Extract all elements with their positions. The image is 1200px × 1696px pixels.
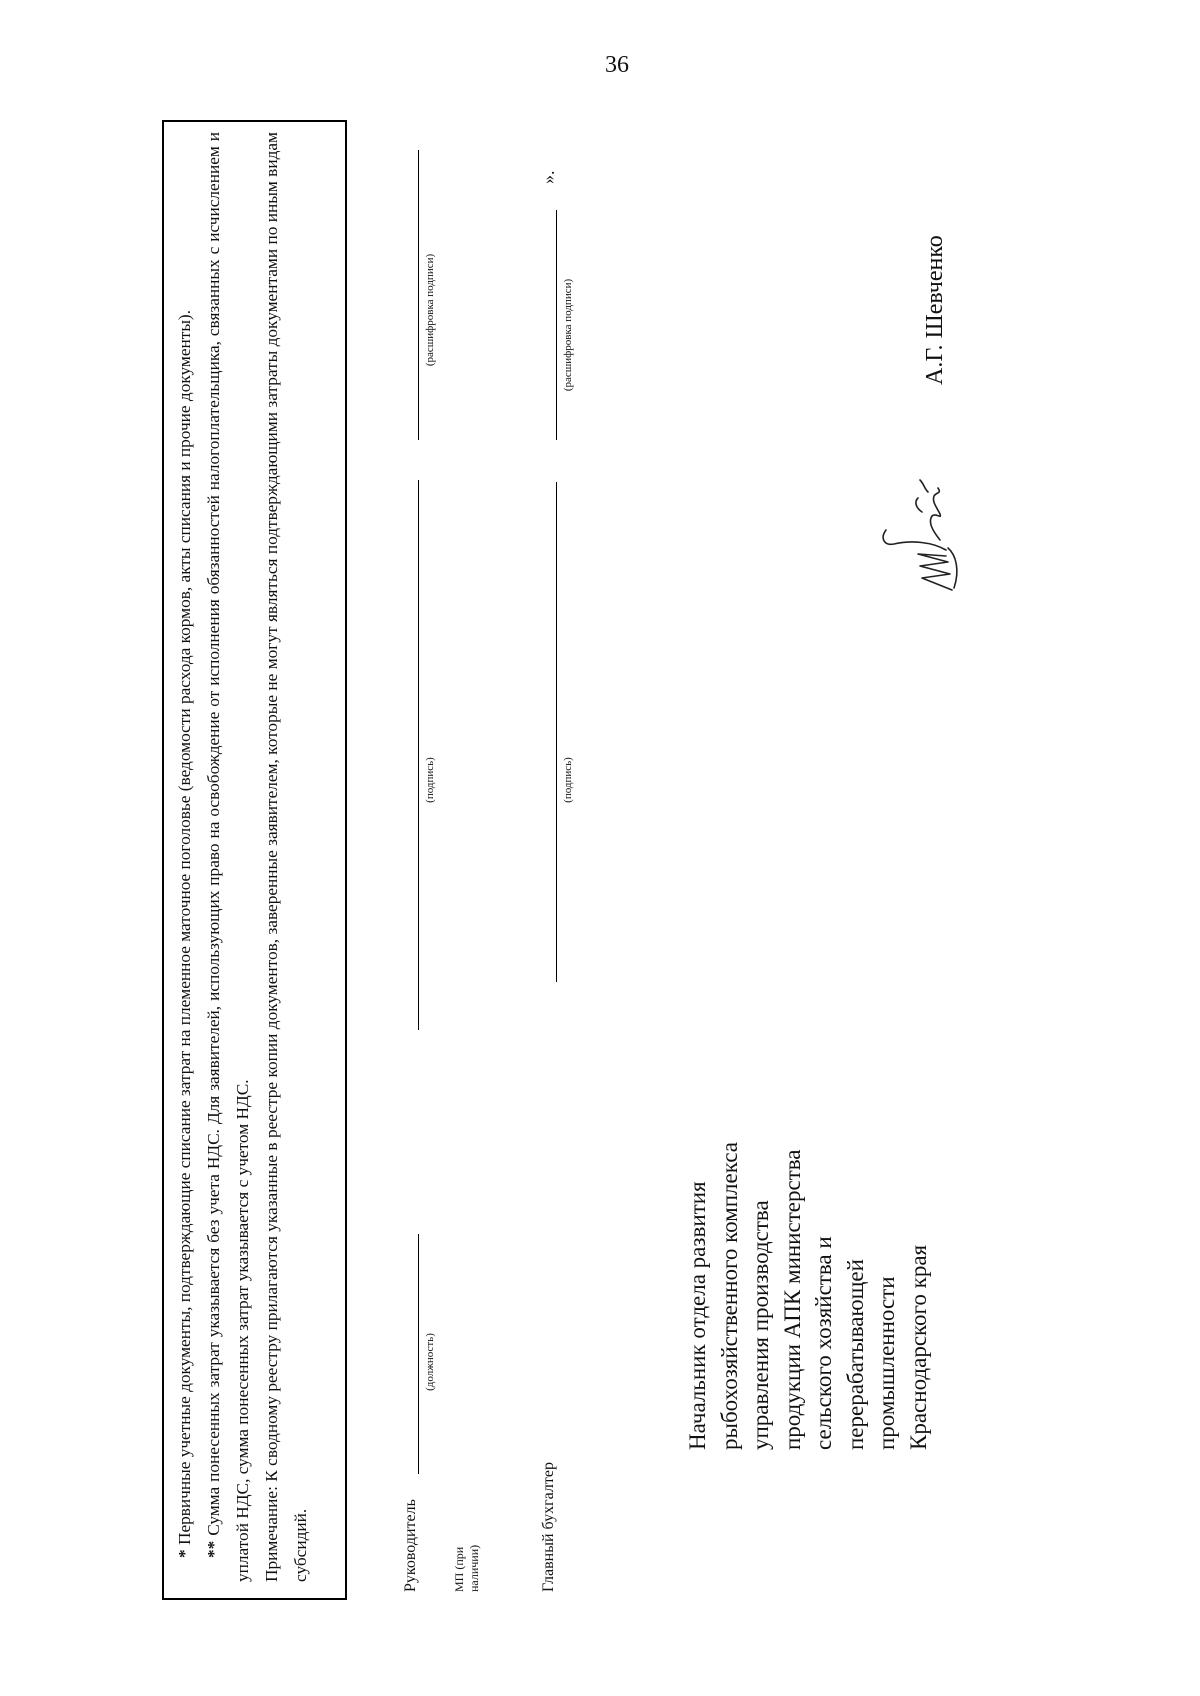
position-caption: (должность) [424, 1333, 436, 1391]
head-label: Руководитель [402, 1499, 419, 1592]
official-title-line: промышленности [874, 1276, 899, 1450]
accountant-decoding-line [556, 210, 557, 440]
footnote-1-marker: * [175, 1549, 194, 1558]
handwritten-signature-icon [862, 470, 972, 600]
accountant-decoding-caption: (расшифровка подписи) [562, 278, 574, 392]
remark-note: Примечание: К сводному реестру прилагаются указанные в реестре копии документов, заверенные заявителем, которые не могут являться подтверждающими затраты документами по иным видам субсидий. [262, 132, 310, 1582]
head-decoding-caption: (расшифровка подписи) [424, 253, 436, 367]
closing-quote: ». [538, 170, 558, 184]
official-title-line: перерабатывающей [842, 1259, 868, 1450]
official-title-line: рыбохозяйственного комплекса [716, 1141, 742, 1450]
accountant-label: Главный бухгалтер [540, 1462, 557, 1592]
stamp-label: МП (при наличии) [452, 1544, 481, 1592]
head-decoding-line [418, 150, 419, 440]
head-signature-caption: (подпись) [424, 757, 436, 803]
accountant-signature-line [556, 482, 557, 982]
official-title-line: продукции АПК министерства [779, 1149, 805, 1450]
official-title [682, 1110, 934, 1450]
footnotes-box [162, 120, 347, 1600]
accountant-signature-caption: (подпись) [562, 757, 574, 803]
official-title-line: управления производства [748, 1200, 773, 1450]
official-name: А.Г. Шевченко [922, 235, 948, 385]
accountant-signature-row [532, 112, 562, 1592]
landscape-content [162, 105, 992, 1600]
footnote-2-marker: ** [204, 1540, 223, 1558]
footnote-2 [199, 132, 257, 1582]
position-line [418, 1234, 419, 1474]
official-title-line: Краснодарского края [905, 1244, 931, 1450]
head-signature-row [394, 132, 424, 1592]
page-number: 36 [605, 52, 629, 78]
footnote-2-text: Сумма понесенных затрат указывается без учета НДС. Для заявителей, использующих право на освобождение от исполнения обязанностей налогоплательщика, связанных с исчислением и уплатой НДС, сумма понесенных затрат указывается с учетом НДС. [204, 132, 252, 1582]
official-title-line: Начальник отдела развития [685, 1181, 710, 1450]
footnote-1 [170, 132, 199, 1582]
footnote-1-text: Первичные учетные документы, подтверждающие списание затрат на племенное маточное поголовье (ведомости расхода кормов, акты списания и прочие документы). [175, 309, 194, 1546]
head-signature-line [418, 480, 419, 1030]
official-title-line: сельского хозяйства и [811, 1236, 836, 1450]
